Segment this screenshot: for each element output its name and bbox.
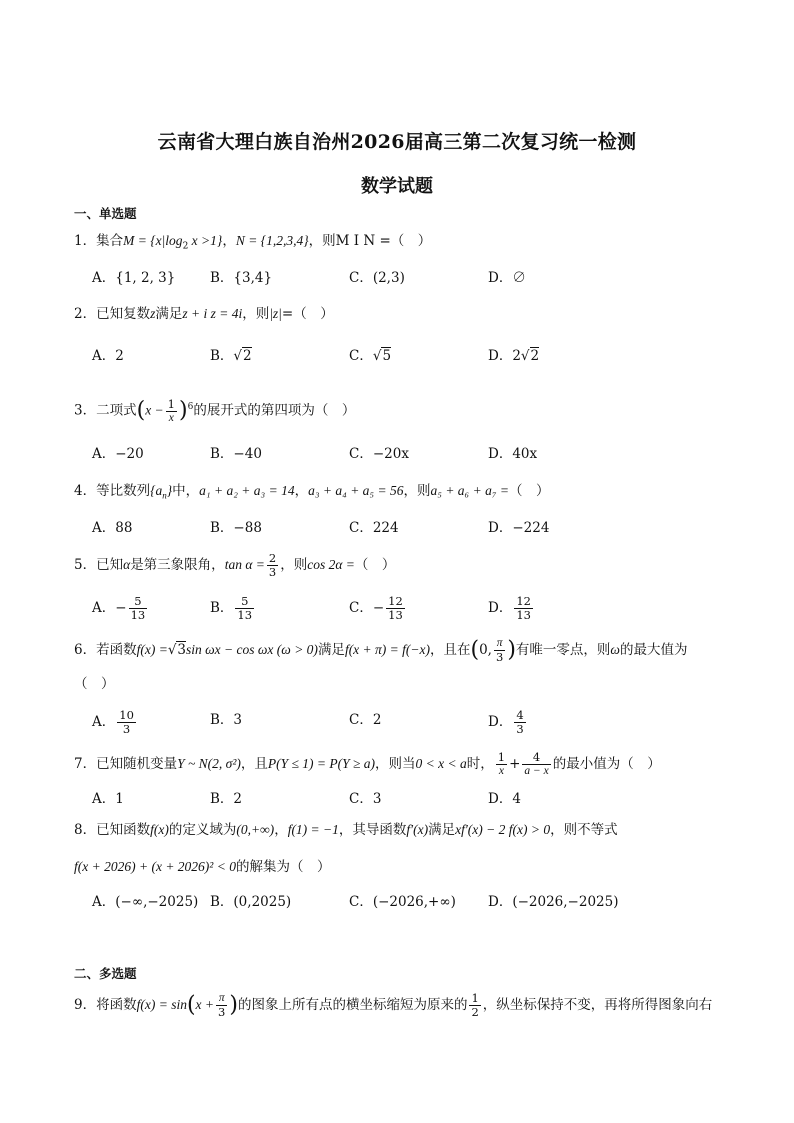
exam-subtitle: 数学试题 — [361, 176, 433, 197]
q2-option-d[interactable]: D．2√2 — [488, 348, 540, 364]
question-2: 2．已知复数z满足z + i z = 4i，则|z|=（ ） — [74, 306, 334, 322]
q5-option-d[interactable]: D． $\frac{12}{13}$ — [488, 594, 531, 622]
q7-option-b[interactable]: B．2 — [210, 791, 243, 807]
question-5: 5．已知α是第三象限角，tan α = $\frac{2}{3}$ ，则cos 2α =（ ） — [74, 551, 396, 579]
q1-option-b[interactable]: B．{3,4} — [210, 270, 273, 286]
q3-option-c[interactable]: C．−20x — [349, 446, 409, 462]
q5-option-c[interactable]: C．− $\frac{12}{13}$ — [349, 594, 403, 622]
q6-option-d[interactable]: D． $\frac{4}{3}$ — [488, 708, 524, 736]
q2-option-a[interactable]: A．2 — [92, 348, 124, 364]
question-8-line2: f(x + 2026) + (x + 2026)² < 0的解集为（ ） — [74, 859, 331, 875]
question-7: 7．已知随机变量Y ~ N(2, σ²)，且P(Y ≤ 1) = P(Y ≥ a)，则当0 < x < a时， $\frac{1}{x}$ + $\frac{4}{a - x}$ 的最小值为（ ） — [74, 750, 661, 777]
q8-option-b[interactable]: B．(0,2025) — [210, 894, 292, 910]
q4-option-c[interactable]: C．224 — [349, 520, 399, 536]
q4-option-d[interactable]: D．−224 — [488, 520, 550, 536]
question-6: 6．若函数f(x) =√3sin ωx − cos ωx (ω > 0)满足f(x + π) = f(−x)，且在(0, $\frac{\pi}{3}$ )有唯一零点，则ω的最大值为 — [74, 637, 688, 664]
question-3: 3．二项式(x − $\frac{1}{x}$ )$^6$的展开式的第四项为（ ） — [74, 396, 356, 424]
question-1: 1．集合$M = \{x|\log_2$ x >1}，N = {1,2,3,4}，则M I N =（ ） — [74, 233, 432, 252]
q5-option-b[interactable]: B． $\frac{5}{13}$ — [210, 594, 253, 622]
q7-option-d[interactable]: D．4 — [488, 791, 521, 807]
q4-option-b[interactable]: B．−88 — [210, 520, 262, 536]
q1-option-c[interactable]: C．(2,3) — [349, 270, 405, 286]
section-heading-multiple-choice: 二、多选题 — [74, 966, 137, 981]
q4-option-a[interactable]: A．88 — [92, 520, 133, 536]
q8-option-d[interactable]: D．(−2026,−2025) — [488, 894, 619, 910]
q2-option-c[interactable]: C．√5 — [349, 348, 392, 364]
q8-option-c[interactable]: C．(−2026,+∞) — [349, 894, 456, 910]
q6-option-b[interactable]: B．3 — [210, 712, 243, 728]
q6-option-c[interactable]: C．2 — [349, 712, 382, 728]
q3-option-a[interactable]: A．−20 — [92, 446, 144, 462]
question-6-line2: （ ） — [74, 676, 115, 692]
q1-option-d[interactable]: D．∅ — [488, 270, 526, 286]
question-8: 8．已知函数f(x)的定义域为(0,+∞)，f(1) = −1，其导函数f′(x)满足xf′(x) − 2 f(x) > 0，则不等式 — [74, 822, 618, 838]
q6-option-a[interactable]: A． $\frac{10}{3}$ — [92, 708, 134, 736]
q3-option-d[interactable]: D．40x — [488, 446, 538, 462]
q7-option-c[interactable]: C．3 — [349, 791, 382, 807]
exam-title: 云南省大理白族自治州2026届高三第二次复习统一检测 — [157, 131, 637, 153]
q2-option-b[interactable]: B．√2 — [210, 348, 252, 364]
section-heading-single-choice: 一、单选题 — [74, 206, 137, 221]
question-9: 9．将函数f(x) = sin(x + $\frac{\pi}{3}$ )的图象上所有点的横坐标缩短为原来的 $\frac{1}{2}$ ，纵坐标保持不变，再将所得图象向右 — [74, 991, 713, 1019]
question-4: 4．等比数列$\{a_n\}$中，a₁ + a₂ + a₃ = 14，a₃ + a₄ + a₅ = 56，则a₅ + a₆ + a₇ =（ ） — [74, 483, 550, 501]
q1-option-a[interactable]: A．{1, 2, 3} — [92, 270, 176, 286]
q3-option-b[interactable]: B．−40 — [210, 446, 262, 462]
q5-option-a[interactable]: A．− $\frac{5}{13}$ — [92, 594, 146, 622]
q8-option-a[interactable]: A．(−∞,−2025) — [92, 894, 199, 910]
q7-option-a[interactable]: A．1 — [92, 791, 124, 807]
